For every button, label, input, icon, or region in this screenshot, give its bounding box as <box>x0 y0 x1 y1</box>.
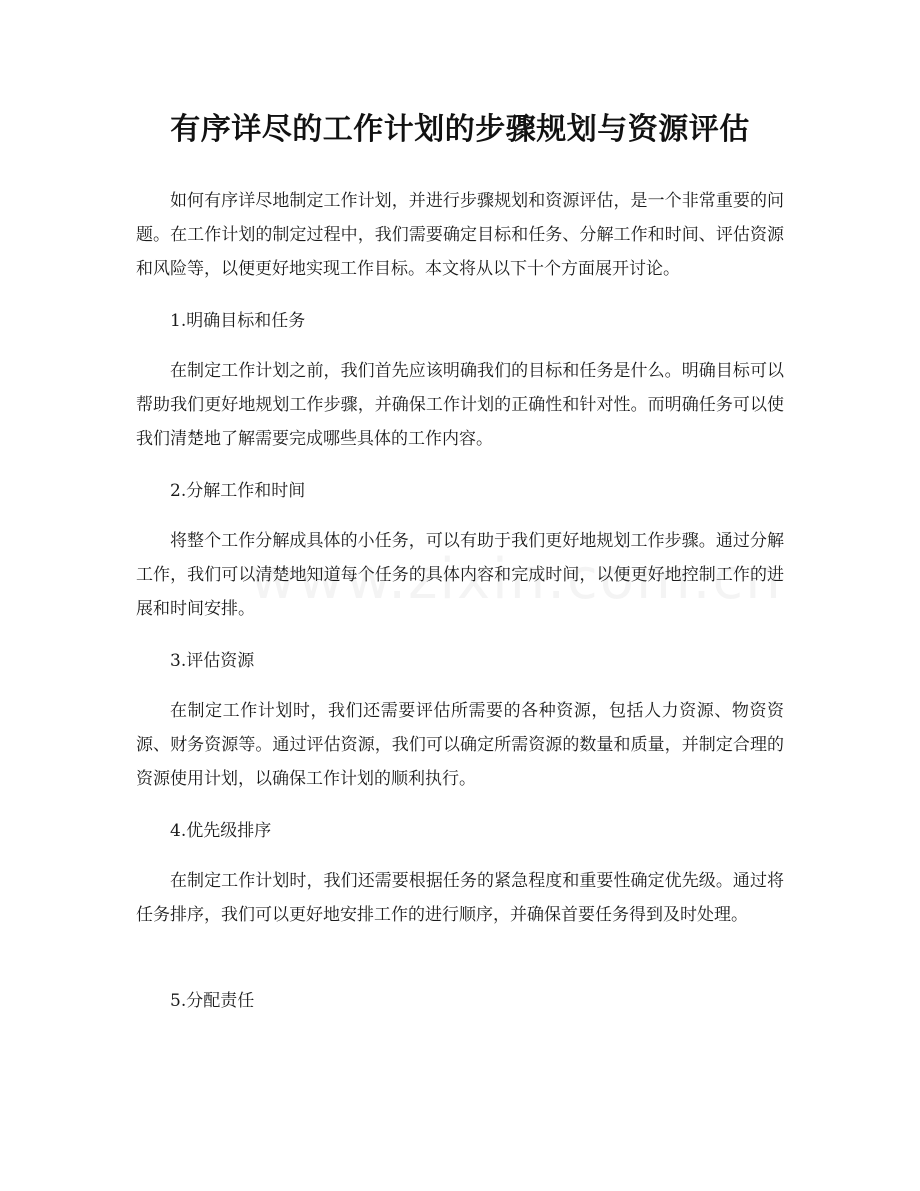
intro-paragraph: 如何有序详尽地制定工作计划，并进行步骤规划和资源评估，是一个非常重要的问题。在工作计划的制定过程中，我们需要确定目标和任务、分解工作和时间、评估资源和风险等，以便更好地实现工作目标。本文将从以下十个方面展开讨论。 <box>136 191 784 279</box>
section-body-2: 将整个工作分解成具体的小任务，可以有助于我们更好地规划工作步骤。通过分解工作，我们可以清楚地知道每个任务的具体内容和完成时间，以便更好地控制工作的进展和时间安排。 <box>136 531 784 619</box>
section-body-3: 在制定工作计划时，我们还需要评估所需要的各种资源，包括人力资源、物资资源、财务资源等。通过评估资源，我们可以确定所需资源的数量和质量，并制定合理的资源使用计划，以确保工作计划的顺利执行。 <box>136 701 784 789</box>
section-body-4: 在制定工作计划时，我们还需要根据任务的紧急程度和重要性确定优先级。通过将任务排序，我们可以更好地安排工作的进行顺序，并确保首要任务得到及时处理。 <box>136 871 784 925</box>
section-heading-4: 4.优先级排序 <box>170 821 272 841</box>
section-heading-1: 1.明确目标和任务 <box>170 311 306 331</box>
section-heading-2: 2.分解工作和时间 <box>170 481 306 501</box>
section-heading-3: 3.评估资源 <box>170 651 255 671</box>
section-heading-5: 5.分配责任 <box>170 991 255 1011</box>
section-body-1: 在制定工作计划之前，我们首先应该明确我们的目标和任务是什么。明确目标可以帮助我们更好地规划工作步骤，并确保工作计划的正确性和针对性。而明确任务可以使我们清楚地了解需要完成哪些具体的工作内容。 <box>136 361 784 449</box>
document-title: 有序详尽的工作计划的步骤规划与资源评估 <box>170 112 750 147</box>
